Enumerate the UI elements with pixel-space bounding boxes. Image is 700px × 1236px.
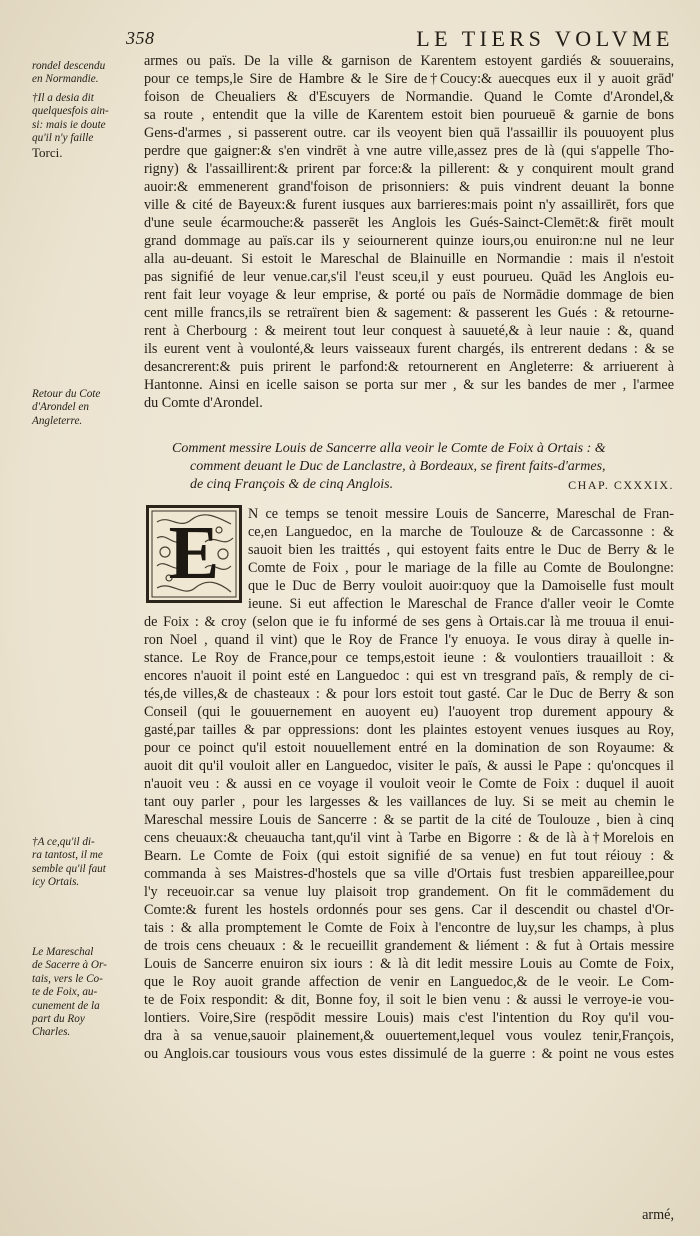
margin-note-line: semble qu'il faut [32,862,106,875]
text-line: tant ouy parler , pour les largesses & les vaillances de luy. Si se meit au chemin le [144,794,674,810]
text-line: rent fait leur voyage & leur emprise, & porté ou païs de Normādie dommage de bien [144,287,674,303]
chapter-number: CHAP. CXXXIX. [568,478,674,492]
text-line: gasté,par tailles & par oppressions: dont les plaintes estoyent venues iusques au Roy, [144,722,674,738]
chapter-heading [172,440,674,494]
text-line: de Foix : & croy (selon que ie fu informé de ses gens à Ortais.car là me trouua il enui- [144,614,674,630]
margin-note-line: rondel descendu [32,60,106,72]
margin-note-line: cunement de la [32,999,100,1012]
text-line: l'y receuoir.car sa venue luy plaisoit trop grandement. On fit le commādement du [144,884,674,900]
heading-line: comment deuant le Duc de Lanclastre, à Bordeaux, se firent faits-d'armes, [190,459,606,474]
margin-note-line: de Sacerre à Or- [32,959,107,972]
text-line: de trois cens cheuaux : & le recueillit grandement & liément : & fut à Ortais messire [144,938,674,954]
catchword: armé, [642,1207,674,1223]
text-line: rigny) & l'assaillirent:& prirent par force:& la pillerent: & y conquirent moult grand [144,161,674,177]
margin-note-line: Torci. [32,144,63,160]
margin-note-line: Charles. [32,1026,71,1039]
margin-note-line: Angleterre. [32,414,83,427]
text-line: te de Foix respondit: & dit, Bonne foy, il soit le bien venu : & aussi le verroye-ie vou- [144,992,674,1008]
text-line: ron Noel , quand il vint) que le Roy de France l'y enuoya. Ie vous diray à quelle in- [144,632,674,648]
margin-note [32,60,118,87]
margin-note-line: †Il a desia dit [32,92,94,104]
text-line: lontiers. Voire,Sire (respōdit messire Louis) mais c'est l'intention du Roy qu'il vou- [144,1010,674,1026]
margin-note-line: quelquesfois ain- [32,105,109,118]
margin-note-line: Le Mareschal [32,946,94,958]
text-line: rent à Cherbourg : & meirent tout leur conquest à sauueté,& à leur nauie : &, quand [144,323,674,339]
text-line: alla au-deuant. Si estoit le Mareschal de Blainuille en Normandie : mais il n'estoit [144,251,674,267]
text-line: Louis de Sancerre enuiron six iours : & là dit ledit messire Louis au Comte de Foix, [144,956,674,972]
text-line: armes ou païs. De la ville & garnison de Karentem estoyent gardiés & souuerains, [144,53,674,69]
text-line: encores n'auoit il point esté en Languedoc : qui est vn tresgrand païs, & remply de ci- [144,668,674,684]
margin-note-line: Retour du Cote [32,388,101,400]
text-line: grand dommage au païs.car ils y seiournerent quinze iours,ou enuiron:ne nul ne leur [144,233,674,249]
body-paragraph-intro [248,505,674,613]
text-line: desancrerent:& puis prirent le parfond:& retournerent en Angleterre: & arriuerent à [144,359,674,375]
margin-note-line: en Normandie. [32,73,99,86]
text-line: pas signifié de leur venue.car,s'il l'eust sceu,il y eust pourueu. Quād les Anglois eu- [144,269,674,285]
margin-note [32,946,118,1040]
text-line: Hantonne. Ainsi en icelle saison se porta sur mer , & sur les bandes de mer , l'armee [144,377,674,393]
text-line: perdre que gaigner:& s'en vindrēt à vne autre ville,assez pres de là (qui s'appelle Tho- [144,143,674,159]
text-line: Comte de Foix , pour le mariage de la fille au Comte de Boulongne: [248,560,674,576]
text-line: Conseil (qui le gouuernement en auoyent eu) l'auoyent trop durement appoury & [144,704,674,720]
heading-line [172,476,674,494]
text-line: n'auoit veu : & aussi en ce voyage il vouloit veoir le Comte de Foix : duquel il auoit [144,776,674,792]
body-paragraph [144,52,674,412]
margin-note-line: icy Ortais. [32,876,80,889]
text-line: sa route , entendit que la ville de Karentem estoit bien pourueuē & garnie de bons [144,107,674,123]
margin-note-line: †A ce,qu'il di- [32,836,95,848]
margin-note [32,92,118,159]
initial-letter: E [168,511,220,595]
text-line: tais : & alla promptement le Comte de Foix à l'encontre de luy,sur les champs, à plus [144,920,674,936]
heading-line-text: de cinq François & de cinq Anglois. [190,477,394,492]
margin-note-line: te de Foix, au- [32,986,98,999]
margin-note-line: si: mais ie doute [32,118,106,131]
text-line: pour ce poinct qu'il estoit nouuellement entré en la domination de son Royaume: & [144,740,674,756]
text-line: cens cheuaux:& cheuaucha tant,qu'il vint à Tarbe en Bigorre : & de là à†Morelois en [144,830,674,846]
margin-note-line: part du Roy [32,1013,85,1026]
text-line: ville & cité de Bayeux:& furent iusques aux barrieres:mais point n'y assaillirēt, fors que [144,197,674,213]
text-line: N ce temps se tenoit messire Louis de Sancerre, Mareschal de Fran- [248,506,674,522]
body-paragraph [144,613,674,1063]
text-line: ils eurent vent à voulonté,& leurs vaisseaux furent chargés, ils entrerent dedans : & se [144,341,674,357]
margin-note-line: ra tantost, il me [32,849,103,862]
text-line: stance. Le Roy de France,pour ce temps,estoit ieune : & voulontiers trauailloit : & [144,650,674,666]
text-line: dra à sa venue,sauoir plainement,& ouuertement,lequel vous voulez tenir,François, [144,1028,674,1044]
text-line: d'une seule écarmouche:& passerēt les Anglois les Gués-Sainct-Clemēt:& firēt moult [144,215,674,231]
text-line: pour ce temps,le Sire de Hambre & le Sire de†Coucy:& auecques eux il y auoit grād' [144,71,674,87]
margin-note-line: d'Arondel en [32,401,89,414]
text-line: Gens-d'armes , si passerent outre. car ils veoyent bien quā l'assaillir ils pouuoyent plus [144,125,674,141]
text-line: auoit dit qu'il vouloit aller en Languedoc, visiter le païs, & aussi le Pape : qu'oncques il [144,758,674,774]
text-line: tés,de villes,& de chasteaux : & pour lors estoit tout gasté. Car le Duc de Berry & son [144,686,674,702]
margin-note [32,836,118,890]
text-line: du Comte d'Arondel. [144,395,263,411]
text-line: Bearn. Le Comte de Foix (qui estoit signifié de sa venue) en fut tout réiouy : & [144,848,674,864]
text-line: foison de Cheualiers & d'Escuyers de Normandie. Quand le Comte d'Arondel,& [144,89,674,105]
text-line: ieune. Si eut affection le Mareschal de France d'aller veoir le Comte [248,596,674,612]
heading-line: Comment messire Louis de Sancerre alla veoir le Comte de Foix à Ortais : & [172,441,606,456]
margin-note-line: tais, vers le Co- [32,972,103,985]
text-line: commanda à ses Maistres-d'hostels que sa ville d'Ortais fust tresbien appareillee,pour [144,866,674,882]
running-header [126,26,674,52]
text-line: ce,en Languedoc, en la marche de Toulouze & de Carcassonne : & [248,524,674,540]
text-line: que le Duc de Berry vouloit auoir:quoy que la Damoiselle fust moult [248,578,674,594]
decorated-initial [146,505,242,603]
text-line: cent mille francs,ils se retraïrent bien & sagement: & passerent les Gués : & retourne- [144,305,674,321]
margin-note [32,388,118,428]
running-title: LE TIERS VOLVME [416,26,674,51]
margin-note-line: qu'il n'y faille [32,132,94,145]
text-line: Mareschal messire Louis de Sancerre : & se partit de la cité de Toulouze , bien à cinq [144,812,674,828]
text-line: sauoit bien les traittés , qui estoyent faits entre le Duc de Berry & le [248,542,674,558]
page-number: 358 [126,28,155,48]
text-line: Comte:& furent les hostels ordonnés pour ses gens. Car il descendit ou chastel d'Or- [144,902,674,918]
text-line: auoir:& emmenerent grand'foison de prisonniers: & puis vindrent deuant la bonne [144,179,674,195]
text-line: ou Anglois.car tousiours vous vous estes dissimulé de la guerre : & point ne vous estes [144,1046,674,1062]
text-line: que le Roy auoit grande affection de venir en Languedoc,& de le veoir. Le Com- [144,974,674,990]
